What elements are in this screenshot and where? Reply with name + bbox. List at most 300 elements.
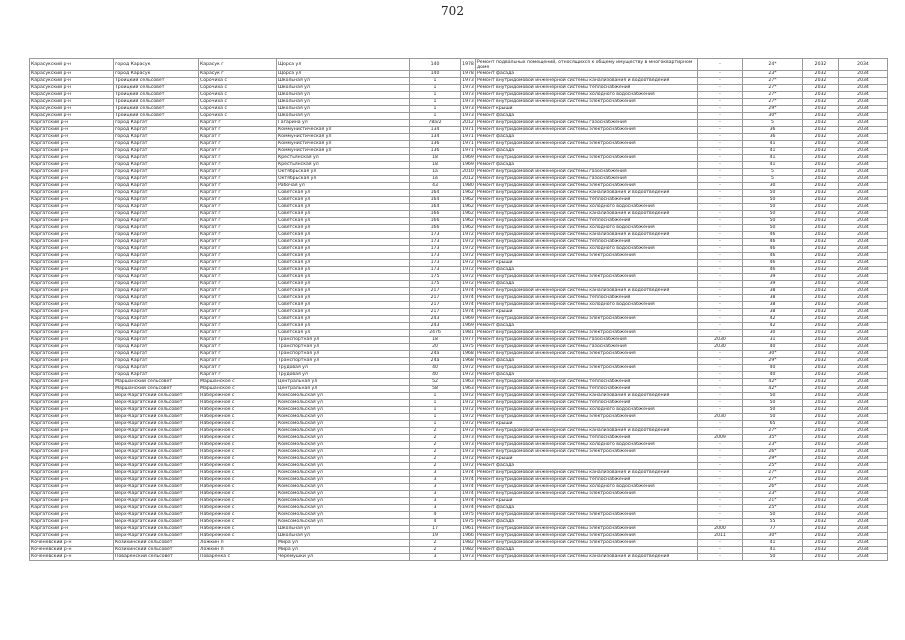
house-number-cell: 4 bbox=[410, 512, 461, 519]
start-year-cell: 2032 bbox=[803, 470, 839, 477]
table-row bbox=[30, 169, 888, 176]
house-number-cell: 1 bbox=[410, 421, 461, 428]
street-cell: Школьная ул bbox=[277, 99, 410, 106]
house-number-cell: 43 bbox=[410, 183, 461, 190]
work-type-cell: Ремонт фасада bbox=[476, 505, 698, 512]
settlement-cell: город Каргат bbox=[114, 295, 199, 302]
end-year-cell: 2034 bbox=[839, 274, 888, 281]
settlement-cell: Козихинский сельсовет bbox=[114, 547, 199, 554]
start-year-cell: 2032 bbox=[803, 148, 839, 155]
work-type-cell: Ремонт внутридомовой инженерной системы электроснабжения bbox=[476, 491, 698, 498]
work-type-cell: Ремонт внутридомовой инженерной системы электроснабжения bbox=[476, 141, 698, 148]
house-number-cell: 58 bbox=[410, 386, 461, 393]
street-cell: Советская ул bbox=[277, 232, 410, 239]
wear-cell: 41 bbox=[743, 540, 803, 547]
wear-cell: 30* bbox=[743, 533, 803, 540]
locality-cell: Каргат г bbox=[199, 274, 277, 281]
house-number-cell: 1 bbox=[410, 400, 461, 407]
house-number-cell: 175 bbox=[410, 274, 461, 281]
start-year-cell: 2032 bbox=[803, 274, 839, 281]
locality-cell: Каргат г bbox=[199, 358, 277, 365]
wear-cell: 30* bbox=[743, 351, 803, 358]
locality-cell: Набережное с bbox=[199, 470, 277, 477]
table-row bbox=[30, 547, 888, 554]
last-repair-year-cell: - bbox=[698, 71, 743, 78]
locality-cell: Каргат г bbox=[199, 323, 277, 330]
table-row bbox=[30, 421, 888, 428]
start-year-cell: 2032 bbox=[803, 190, 839, 197]
end-year-cell: 2034 bbox=[839, 134, 888, 141]
settlement-cell: Троицкий сельсовет bbox=[114, 92, 199, 99]
build-year-cell: 1973 bbox=[462, 85, 474, 91]
district-cell: Каргатский р-н bbox=[30, 190, 114, 197]
build-year-cell: 1962 bbox=[462, 197, 474, 203]
settlement-cell: Верх-Каргатский сельсовет bbox=[114, 400, 199, 407]
settlement-cell: город Каргат bbox=[114, 120, 199, 127]
last-repair-year-cell: - bbox=[698, 512, 743, 519]
table-row bbox=[30, 365, 888, 372]
street-cell: Школьная ул bbox=[277, 92, 410, 99]
work-type-cell: Ремонт внутридомовой инженерной системы электроснабжения bbox=[476, 449, 698, 456]
settlement-cell: город Каргат bbox=[114, 141, 199, 148]
table-row bbox=[30, 505, 888, 512]
street-cell: Гагарина ул bbox=[277, 120, 410, 127]
last-repair-year-cell: - bbox=[698, 358, 743, 365]
street-cell: Советская ул bbox=[277, 330, 410, 337]
table-row bbox=[30, 323, 888, 330]
locality-cell: Набережное с bbox=[199, 414, 277, 421]
work-type-cell: Ремонт фасада bbox=[476, 71, 698, 78]
table-row bbox=[30, 470, 888, 477]
work-type-cell: Ремонт внутридомовой инженерной системы электроснабжения bbox=[476, 540, 698, 547]
settlement-cell: город Каргат bbox=[114, 204, 199, 211]
work-type-cell: Ремонт внутридомовой инженерной системы электроснабжения bbox=[476, 99, 698, 106]
table-row bbox=[30, 386, 888, 393]
locality-cell: Набережное с bbox=[199, 526, 277, 533]
table-row bbox=[30, 204, 888, 211]
street-cell: Советская ул bbox=[277, 253, 410, 260]
last-repair-year-cell: - bbox=[698, 106, 743, 113]
work-type-cell: Ремонт внутридомовой инженерной системы теплоснабжения bbox=[476, 386, 698, 393]
work-type-cell: Ремонт внутридомовой инженерной системы газоснабжения bbox=[476, 176, 698, 183]
house-number-cell: 3 bbox=[410, 491, 461, 498]
locality-cell: Каргат г bbox=[199, 134, 277, 141]
table-row bbox=[30, 358, 888, 365]
last-repair-year-cell: - bbox=[698, 253, 743, 260]
start-year-cell: 2032 bbox=[803, 386, 839, 393]
street-cell: Октябрьская ул bbox=[277, 176, 410, 183]
last-repair-year-cell: - bbox=[698, 491, 743, 498]
wear-cell: 39 bbox=[743, 274, 803, 281]
table-row bbox=[30, 379, 888, 386]
wear-cell: 27* bbox=[743, 470, 803, 477]
table-row bbox=[30, 239, 888, 246]
street-cell: Школьная ул bbox=[277, 85, 410, 92]
end-year-cell: 2034 bbox=[839, 540, 888, 547]
street-cell: Черемушки ул bbox=[277, 554, 410, 561]
street-cell: Комсомольская ул bbox=[277, 393, 410, 400]
wear-cell: 42 bbox=[743, 316, 803, 323]
locality-cell: Каргат г bbox=[199, 211, 277, 218]
start-year-cell: 2032 bbox=[803, 204, 839, 211]
street-cell: Комсомольская ул bbox=[277, 477, 410, 484]
district-cell: Каргатский р-н bbox=[30, 218, 114, 225]
table-row bbox=[30, 407, 888, 414]
house-number-cell: 140 bbox=[410, 71, 461, 78]
wear-cell: 30* bbox=[743, 113, 803, 120]
settlement-cell: город Каргат bbox=[114, 330, 199, 337]
street-cell: Советская ул bbox=[277, 197, 410, 204]
build-year-cell: 1974 bbox=[462, 505, 474, 511]
street-cell: Комсомольская ул bbox=[277, 484, 410, 491]
locality-cell: Каргат г bbox=[199, 330, 277, 337]
district-cell: Каргатский р-н bbox=[30, 253, 114, 260]
locality-cell: Каргат г bbox=[199, 225, 277, 232]
build-year-cell: 1972 bbox=[462, 414, 474, 420]
house-number-cell: 19 bbox=[410, 533, 461, 540]
street-cell: Щорса ул bbox=[277, 59, 410, 71]
start-year-cell: 2032 bbox=[803, 554, 839, 561]
table-row bbox=[30, 176, 888, 183]
build-year-cell: 1969 bbox=[462, 162, 474, 168]
street-cell: Коммунистическая ул bbox=[277, 134, 410, 141]
build-year-cell: 1975 bbox=[462, 519, 474, 525]
build-year-cell: 1973 bbox=[462, 99, 474, 105]
last-repair-year-cell: - bbox=[698, 505, 743, 512]
wear-cell: 25* bbox=[743, 463, 803, 470]
last-repair-year-cell: - bbox=[698, 540, 743, 547]
last-repair-year-cell: - bbox=[698, 59, 743, 71]
work-type-cell: Ремонт внутридомовой инженерной системы теплоснабжения bbox=[476, 197, 698, 204]
last-repair-year-cell: - bbox=[698, 379, 743, 386]
settlement-cell: город Каргат bbox=[114, 211, 199, 218]
wear-cell: 5 bbox=[743, 120, 803, 127]
locality-cell: Каргат г bbox=[199, 246, 277, 253]
build-year-cell: 1973 bbox=[462, 113, 474, 119]
build-year-cell: 1972 bbox=[462, 239, 474, 245]
house-number-cell: 4 bbox=[410, 519, 461, 526]
settlement-cell: город Каргат bbox=[114, 302, 199, 309]
wear-cell: 50 bbox=[743, 218, 803, 225]
build-year-cell: 1981 bbox=[462, 330, 474, 336]
build-year-cell: 1973 bbox=[462, 435, 474, 441]
last-repair-year-cell: - bbox=[698, 554, 743, 561]
last-repair-year-cell: - bbox=[698, 442, 743, 449]
settlement-cell: Верх-Каргатский сельсовет bbox=[114, 533, 199, 540]
locality-cell: Набережное с bbox=[199, 484, 277, 491]
last-repair-year-cell: - bbox=[698, 477, 743, 484]
house-number-cell: 1 bbox=[410, 414, 461, 421]
start-year-cell: 2032 bbox=[803, 127, 839, 134]
last-repair-year-cell: - bbox=[698, 197, 743, 204]
locality-cell: Каргат г bbox=[199, 176, 277, 183]
start-year-cell: 2032 bbox=[803, 169, 839, 176]
start-year-cell: 2032 bbox=[803, 533, 839, 540]
end-year-cell: 2034 bbox=[839, 442, 888, 449]
build-year-cell: 1972 bbox=[462, 428, 474, 434]
end-year-cell: 2034 bbox=[839, 414, 888, 421]
house-number-cell: 2 bbox=[410, 428, 461, 435]
settlement-cell: Верх-Каргатский сельсовет bbox=[114, 526, 199, 533]
house-number-cell: 136 bbox=[410, 148, 461, 155]
work-type-cell: Ремонт внутридомовой инженерной системы холодного водоснабжения bbox=[476, 225, 698, 232]
table-row bbox=[30, 435, 888, 442]
end-year-cell: 2034 bbox=[839, 281, 888, 288]
end-year-cell: 2034 bbox=[839, 337, 888, 344]
table-row bbox=[30, 183, 888, 190]
build-year-cell: 1973 bbox=[462, 449, 474, 455]
street-cell: Транспортная ул bbox=[277, 344, 410, 351]
table-row bbox=[30, 288, 888, 295]
house-number-cell: 1 bbox=[410, 99, 461, 106]
table-row bbox=[30, 442, 888, 449]
start-year-cell: 2032 bbox=[803, 442, 839, 449]
start-year-cell: 2032 bbox=[803, 526, 839, 533]
wear-cell: 27* bbox=[743, 78, 803, 85]
start-year-cell: 2032 bbox=[803, 239, 839, 246]
end-year-cell: 2034 bbox=[839, 113, 888, 120]
district-cell: Каргатский р-н bbox=[30, 470, 114, 477]
locality-cell: Набережное с bbox=[199, 477, 277, 484]
end-year-cell: 2034 bbox=[839, 120, 888, 127]
district-cell: Коченевский р-н bbox=[30, 540, 114, 547]
street-cell: Советская ул bbox=[277, 190, 410, 197]
work-type-cell: Ремонт внутридомовой инженерной системы холодного водоснабжения bbox=[476, 442, 698, 449]
street-cell: Комсомольская ул bbox=[277, 421, 410, 428]
repair-schedule-table bbox=[29, 58, 888, 561]
end-year-cell: 2034 bbox=[839, 400, 888, 407]
house-number-cell: 78а/2 bbox=[410, 120, 461, 127]
last-repair-year-cell: - bbox=[698, 519, 743, 526]
street-cell: Крестьянская ул bbox=[277, 155, 410, 162]
table-row bbox=[30, 127, 888, 134]
end-year-cell: 2034 bbox=[839, 176, 888, 183]
settlement-cell: город Каргат bbox=[114, 281, 199, 288]
street-cell: Транспортная ул bbox=[277, 358, 410, 365]
work-type-cell: Ремонт фасада bbox=[476, 323, 698, 330]
table-row bbox=[30, 477, 888, 484]
table-row bbox=[30, 148, 888, 155]
house-number-cell: 247б bbox=[410, 330, 461, 337]
last-repair-year-cell: - bbox=[698, 288, 743, 295]
table-row bbox=[30, 351, 888, 358]
start-year-cell: 2032 bbox=[803, 106, 839, 113]
last-repair-year-cell: - bbox=[698, 169, 743, 176]
work-type-cell: Ремонт внутридомовой инженерной системы электроснабжения bbox=[476, 274, 698, 281]
locality-cell: Сорочихa с bbox=[199, 113, 277, 120]
build-year-cell: 1974 bbox=[462, 491, 474, 497]
settlement-cell: город Каргат bbox=[114, 288, 199, 295]
settlement-cell: город Каргат bbox=[114, 225, 199, 232]
house-number-cell: 1а bbox=[410, 169, 461, 176]
wear-cell: 40 bbox=[743, 365, 803, 372]
start-year-cell: 2032 bbox=[803, 372, 839, 379]
work-type-cell: Ремонт внутридомовой инженерной системы газоснабжения bbox=[476, 337, 698, 344]
street-cell: Мира ул bbox=[277, 547, 410, 554]
wear-cell: 50 bbox=[743, 400, 803, 407]
house-number-cell: 2 bbox=[410, 540, 461, 547]
district-cell: Каргатский р-н bbox=[30, 246, 114, 253]
street-cell: Комсомольская ул bbox=[277, 470, 410, 477]
work-type-cell: Ремонт внутридомовой инженерной системы газоснабжения bbox=[476, 344, 698, 351]
street-cell: Советская ул bbox=[277, 225, 410, 232]
locality-cell: Каргат г bbox=[199, 120, 277, 127]
wear-cell: 31 bbox=[743, 337, 803, 344]
build-year-cell: 1978 bbox=[461, 59, 476, 71]
district-cell: Каргатский р-н bbox=[30, 162, 114, 169]
last-repair-year-cell: - bbox=[698, 232, 743, 239]
street-cell: Центральная ул bbox=[277, 386, 410, 393]
table-row bbox=[30, 274, 888, 281]
work-type-cell: Ремонт фасада bbox=[476, 113, 698, 120]
work-type-cell: Ремонт фасада bbox=[476, 463, 698, 470]
settlement-cell: город Каргат bbox=[114, 337, 199, 344]
street-cell: Советская ул bbox=[277, 316, 410, 323]
house-number-cell: 1в bbox=[410, 176, 461, 183]
district-cell: Коченевский р-н bbox=[30, 547, 114, 554]
locality-cell: Набережное с bbox=[199, 456, 277, 463]
wear-cell: 23* bbox=[743, 491, 803, 498]
start-year-cell: 2032 bbox=[803, 85, 839, 92]
table-row bbox=[30, 316, 888, 323]
work-type-cell: Ремонт внутридомовой инженерной системы электроснабжения bbox=[476, 316, 698, 323]
start-year-cell: 2032 bbox=[803, 337, 839, 344]
settlement-cell: город Каргат bbox=[114, 267, 199, 274]
district-cell: Каргатский р-н bbox=[30, 316, 114, 323]
work-type-cell: Ремонт внутридомовой инженерной системы электроснабжения bbox=[476, 365, 698, 372]
last-repair-year-cell: - bbox=[698, 155, 743, 162]
district-cell: Каргатский р-н bbox=[30, 197, 114, 204]
street-cell: Советская ул bbox=[277, 309, 410, 316]
settlement-cell: город Каргат bbox=[114, 274, 199, 281]
end-year-cell: 2034 bbox=[839, 302, 888, 309]
street-cell: Советская ул bbox=[277, 267, 410, 274]
last-repair-year-cell: - bbox=[698, 162, 743, 169]
start-year-cell: 2032 bbox=[803, 547, 839, 554]
work-type-cell: Ремонт внутридомовой инженерной системы электроснабжения bbox=[476, 183, 698, 190]
settlement-cell: город Каргат bbox=[114, 148, 199, 155]
street-cell: Советская ул bbox=[277, 218, 410, 225]
last-repair-year-cell: - bbox=[698, 295, 743, 302]
district-cell: Каргатский р-н bbox=[30, 176, 114, 183]
district-cell: Каргатский р-н bbox=[30, 183, 114, 190]
build-year-cell: 1975 bbox=[462, 512, 474, 518]
build-year-cell: 1974 bbox=[462, 302, 474, 308]
build-year-cell: 2012 bbox=[462, 120, 474, 126]
settlement-cell: Поваренский сельсовет bbox=[114, 554, 199, 561]
last-repair-year-cell: - bbox=[698, 281, 743, 288]
work-type-cell: Ремонт внутридомовой инженерной системы канализования и водоотведения bbox=[476, 470, 698, 477]
wear-cell: 5 bbox=[743, 176, 803, 183]
house-number-cell: 173 bbox=[410, 260, 461, 267]
build-year-cell: 2010 bbox=[462, 169, 474, 175]
settlement-cell: город Каргат bbox=[114, 253, 199, 260]
start-year-cell: 2032 bbox=[803, 519, 839, 526]
work-type-cell: Ремонт внутридомовой инженерной системы электроснабжения bbox=[476, 330, 698, 337]
wear-cell: 40 bbox=[743, 372, 803, 379]
wear-cell: 50 bbox=[743, 407, 803, 414]
wear-cell: 50 bbox=[743, 211, 803, 218]
build-year-cell: 1968 bbox=[462, 358, 474, 364]
house-number-cell: 173 bbox=[410, 246, 461, 253]
build-year-cell: 1982 bbox=[462, 540, 474, 546]
settlement-cell: город Каргат bbox=[114, 323, 199, 330]
end-year-cell: 2034 bbox=[839, 533, 888, 540]
district-cell: Каргатский р-н bbox=[30, 372, 114, 379]
build-year-cell: 1974 bbox=[462, 477, 474, 483]
last-repair-year-cell: - bbox=[698, 407, 743, 414]
wear-cell: 77 bbox=[743, 526, 803, 533]
locality-cell: Каргат г bbox=[199, 190, 277, 197]
end-year-cell: 2034 bbox=[839, 393, 888, 400]
work-type-cell: Ремонт внутридомовой инженерной системы электроснабжения bbox=[476, 155, 698, 162]
locality-cell: Каргат г bbox=[199, 169, 277, 176]
table-row bbox=[30, 463, 888, 470]
last-repair-year-cell: - bbox=[698, 260, 743, 267]
end-year-cell: 2034 bbox=[839, 197, 888, 204]
settlement-cell: город Каргат bbox=[114, 197, 199, 204]
build-year-cell: 1973 bbox=[462, 554, 474, 560]
start-year-cell: 2032 bbox=[803, 183, 839, 190]
work-type-cell: Ремонт внутридомовой инженерной системы канализования и водоотведения bbox=[476, 232, 698, 239]
work-type-cell: Ремонт внутридомовой инженерной системы газоснабжения bbox=[476, 169, 698, 176]
district-cell: Каргатский р-н bbox=[30, 498, 114, 505]
wear-cell: 46 bbox=[743, 232, 803, 239]
house-number-cell: 18 bbox=[410, 162, 461, 169]
last-repair-year-cell: - bbox=[698, 547, 743, 554]
work-type-cell: Ремонт внутридомовой инженерной системы канализования и водоотведения bbox=[476, 288, 698, 295]
last-repair-year-cell: - bbox=[698, 274, 743, 281]
end-year-cell: 2034 bbox=[839, 379, 888, 386]
work-type-cell: Ремонт внутридомовой инженерной системы теплоснабжения bbox=[476, 218, 698, 225]
last-repair-year-cell: - bbox=[698, 449, 743, 456]
work-type-cell: Ремонт внутридомовой инженерной системы теплоснабжения bbox=[476, 379, 698, 386]
end-year-cell: 2034 bbox=[839, 428, 888, 435]
district-cell: Каргатский р-н bbox=[30, 379, 114, 386]
wear-cell: 27* bbox=[743, 92, 803, 99]
start-year-cell: 2032 bbox=[803, 141, 839, 148]
start-year-cell: 2032 bbox=[803, 407, 839, 414]
work-type-cell: Ремонт внутридомовой инженерной системы холодного водоснабжения bbox=[476, 246, 698, 253]
work-type-cell: Ремонт внутридомовой инженерной системы холодного водоснабжения bbox=[476, 302, 698, 309]
table-row bbox=[30, 372, 888, 379]
work-type-cell: Ремонт внутридомовой инженерной системы электроснабжения bbox=[476, 351, 698, 358]
last-repair-year-cell: - bbox=[698, 484, 743, 491]
house-number-cell: 175 bbox=[410, 281, 461, 288]
last-repair-year-cell: - bbox=[698, 393, 743, 400]
wear-cell: 38 bbox=[743, 302, 803, 309]
locality-cell: Каргат г bbox=[199, 344, 277, 351]
work-type-cell: Ремонт подвальных помещений, относящихся к общему имуществу в многоквартирном доме bbox=[476, 59, 698, 71]
locality-cell: Каргат г bbox=[199, 295, 277, 302]
work-type-cell: Ремонт внутридомовой инженерной системы холодного водоснабжения bbox=[476, 92, 698, 99]
house-number-cell: 166 bbox=[410, 211, 461, 218]
district-cell: Каргатский р-н bbox=[30, 428, 114, 435]
settlement-cell: Верх-Каргатский сельсовет bbox=[114, 519, 199, 526]
build-year-cell: 1972 bbox=[462, 372, 474, 378]
start-year-cell: 2032 bbox=[803, 456, 839, 463]
end-year-cell: 2034 bbox=[839, 71, 888, 78]
house-number-cell: 3 bbox=[410, 484, 461, 491]
last-repair-year-cell: - bbox=[698, 456, 743, 463]
work-type-cell: Ремонт внутридомовой инженерной системы теплоснабжения bbox=[476, 477, 698, 484]
end-year-cell: 2034 bbox=[839, 456, 888, 463]
settlement-cell: город Каргат bbox=[114, 372, 199, 379]
district-cell: Каргатский р-н bbox=[30, 337, 114, 344]
last-repair-year-cell: - bbox=[698, 148, 743, 155]
locality-cell: Каргат г bbox=[199, 162, 277, 169]
wear-cell: 65 bbox=[743, 421, 803, 428]
